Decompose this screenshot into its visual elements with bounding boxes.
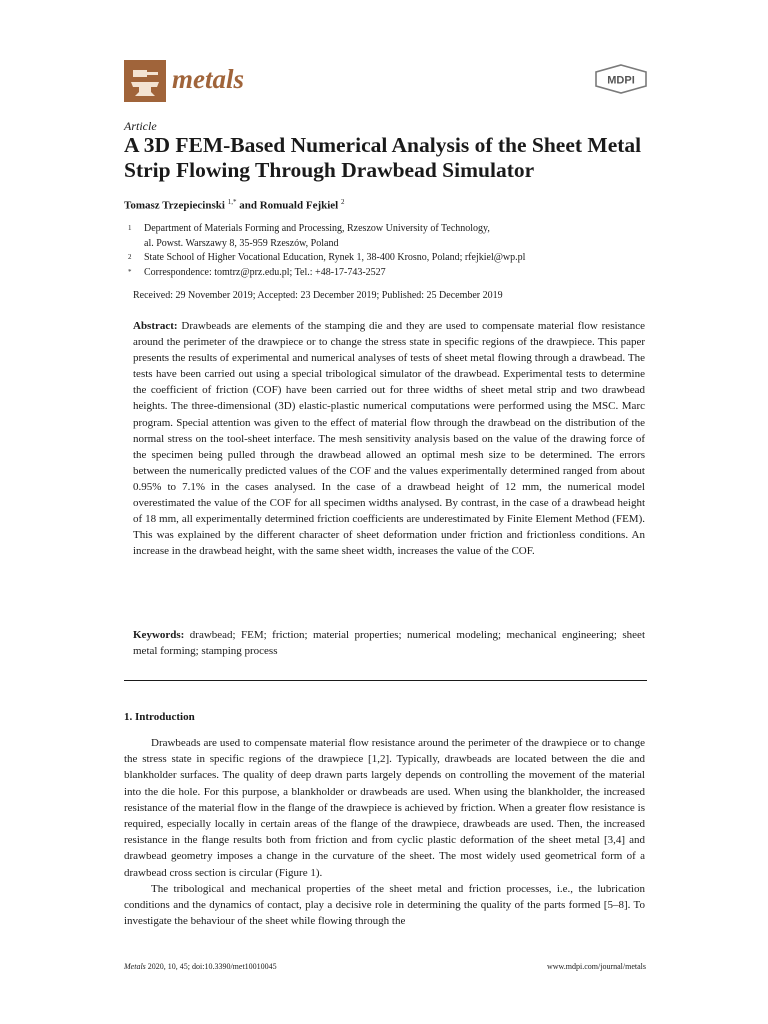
mdpi-logo-icon	[594, 64, 648, 94]
footer-doi: 2020, 10, 45; doi:10.3390/met10010045	[145, 962, 277, 971]
author-list	[124, 198, 344, 212]
author-separator: and	[236, 199, 260, 212]
affiliation-mark: *	[128, 267, 132, 276]
author-name: Tomasz Trzepiecinski	[124, 199, 225, 212]
author-superscript: 2	[340, 198, 345, 206]
section-divider	[124, 680, 647, 681]
affiliation-text: State School of Higher Vocational Education, Rynek 1, 38-400 Krosno, Poland; rfejkiel@wp.pl	[144, 252, 526, 263]
article-type: Article	[124, 119, 157, 133]
affiliation-text: Correspondence: tomtrz@prz.edu.pl; Tel.: +48-17-743-2527	[144, 266, 386, 278]
affiliation-line	[124, 222, 644, 237]
mdpi-logo-text: MDPI	[607, 74, 635, 87]
keywords-text: drawbead; FEM; friction; material properties; numerical modeling; mechanical engineering; sheet metal forming; stamping process	[133, 629, 645, 658]
affiliation-mark: 1	[128, 224, 132, 232]
abstract	[133, 318, 645, 559]
section-heading: 1. Introduction	[124, 711, 195, 723]
affiliation-line	[124, 266, 644, 281]
abstract-text: Drawbeads are elements of the stamping die and they are used to compensate material flow resistance around the perimeter of the drawpiece or to change the stress state in specific regions of the drawpiece. This paper presents the results of experimental and numerical analyses of tests of sheet metal flowing through a drawbead. The tests have been carried out using a special tribological simulator of the drawbead. Experimental tests to determine the coefficient of friction (COF) have been carried out for three widths of sheet metal strip and two drawbead heights. The three-dimensional (3D) elastic-plastic numerical computations were performed using the MSC. Marc program. Special attention was given to the effect of material flow through the drawbead on the distribution of the normal stress on the tool-sheet interface. The mesh sensitivity analysis based on the value of the drawing force of the specimen being pulled through the drawbead allowed an optimal mesh size to be determined. The errors between the numerically predicted values of the COF and the values experimentally determined ranged from about 0.95% to 7.1% in the cases analysed. In the case of a drawbead height of 12 mm, the numerical model overestimated the value of the COF for all specimen widths analysed. By contrast, in the case of a drawbead height of 18 mm, all experimentally determined friction coefficients are underestimated by Finite Element Method (FEM). This was explained by the different character of sheet deformation under friction and frictionless conditions. An increase in the drawbead height, with the same sheet width, increases the value of the COF.	[133, 320, 646, 558]
section-body	[124, 735, 645, 929]
paper-title: A 3D FEM-Based Numerical Analysis of the Sheet Metal Strip Flowing Through Drawbead Simulator	[124, 133, 642, 182]
affiliation-text: Department of Materials Forming and Processing, Rzeszow University of Technology,	[144, 223, 490, 234]
footer-citation	[124, 962, 277, 971]
affiliation-line	[124, 237, 644, 252]
body-paragraph: Drawbeads are used to compensate material flow resistance around the perimeter of the drawpiece or to change the stress state in specific regions of the drawpiece [1,2]. Typically, drawbeads are located between the die and blankholder surfaces. The quality of deep drawn parts largely depends on controlling the movement of the material into the die hole. For this purpose, a blankholder or drawbeads are used. When using the blankholder, the increased resistance of the material flow in the flange of the drawpiece is achieved by friction. When a greater flow resistance is required, especially locally in certain areas of the flange of the drawpiece, drawbeads are used. Then, the increased resistance in the flange results both from friction and from cyclic plastic deformation of the sheet metal [3,4] and drawbead geometry imposes a change in the curvature of the sheet. The most widely used geometrical form of a drawbead cross section is circular (Figure 1).	[124, 737, 645, 879]
affiliation-mark: 2	[128, 253, 132, 261]
publication-dates: Received: 29 November 2019; Accepted: 23 December 2019; Published: 25 December 2019	[133, 290, 503, 301]
affiliation-line	[124, 251, 644, 266]
body-paragraph: The tribological and mechanical properties of the sheet metal and friction processes, i.e., the lubrication conditions and the dynamics of contact, play a decisive role in determining the quality of the parts formed [5–8]. To investigate the behaviour of the sheet while flowing through the	[124, 882, 645, 928]
journal-name: metals	[172, 64, 244, 94]
keywords	[133, 627, 645, 660]
author-name: Romuald Fejkiel	[259, 199, 339, 212]
footer-url[interactable]: www.mdpi.com/journal/metals	[546, 962, 646, 971]
abstract-label: Abstract:	[133, 320, 178, 332]
metals-logo-icon	[124, 60, 166, 102]
author-superscript: 1,*	[227, 198, 237, 206]
footer-journal: Metals	[124, 962, 146, 971]
affiliations	[124, 222, 644, 280]
affiliation-text: al. Powst. Warszawy 8, 35-959 Rzeszów, Poland	[144, 237, 339, 249]
keywords-label: Keywords:	[133, 629, 185, 641]
